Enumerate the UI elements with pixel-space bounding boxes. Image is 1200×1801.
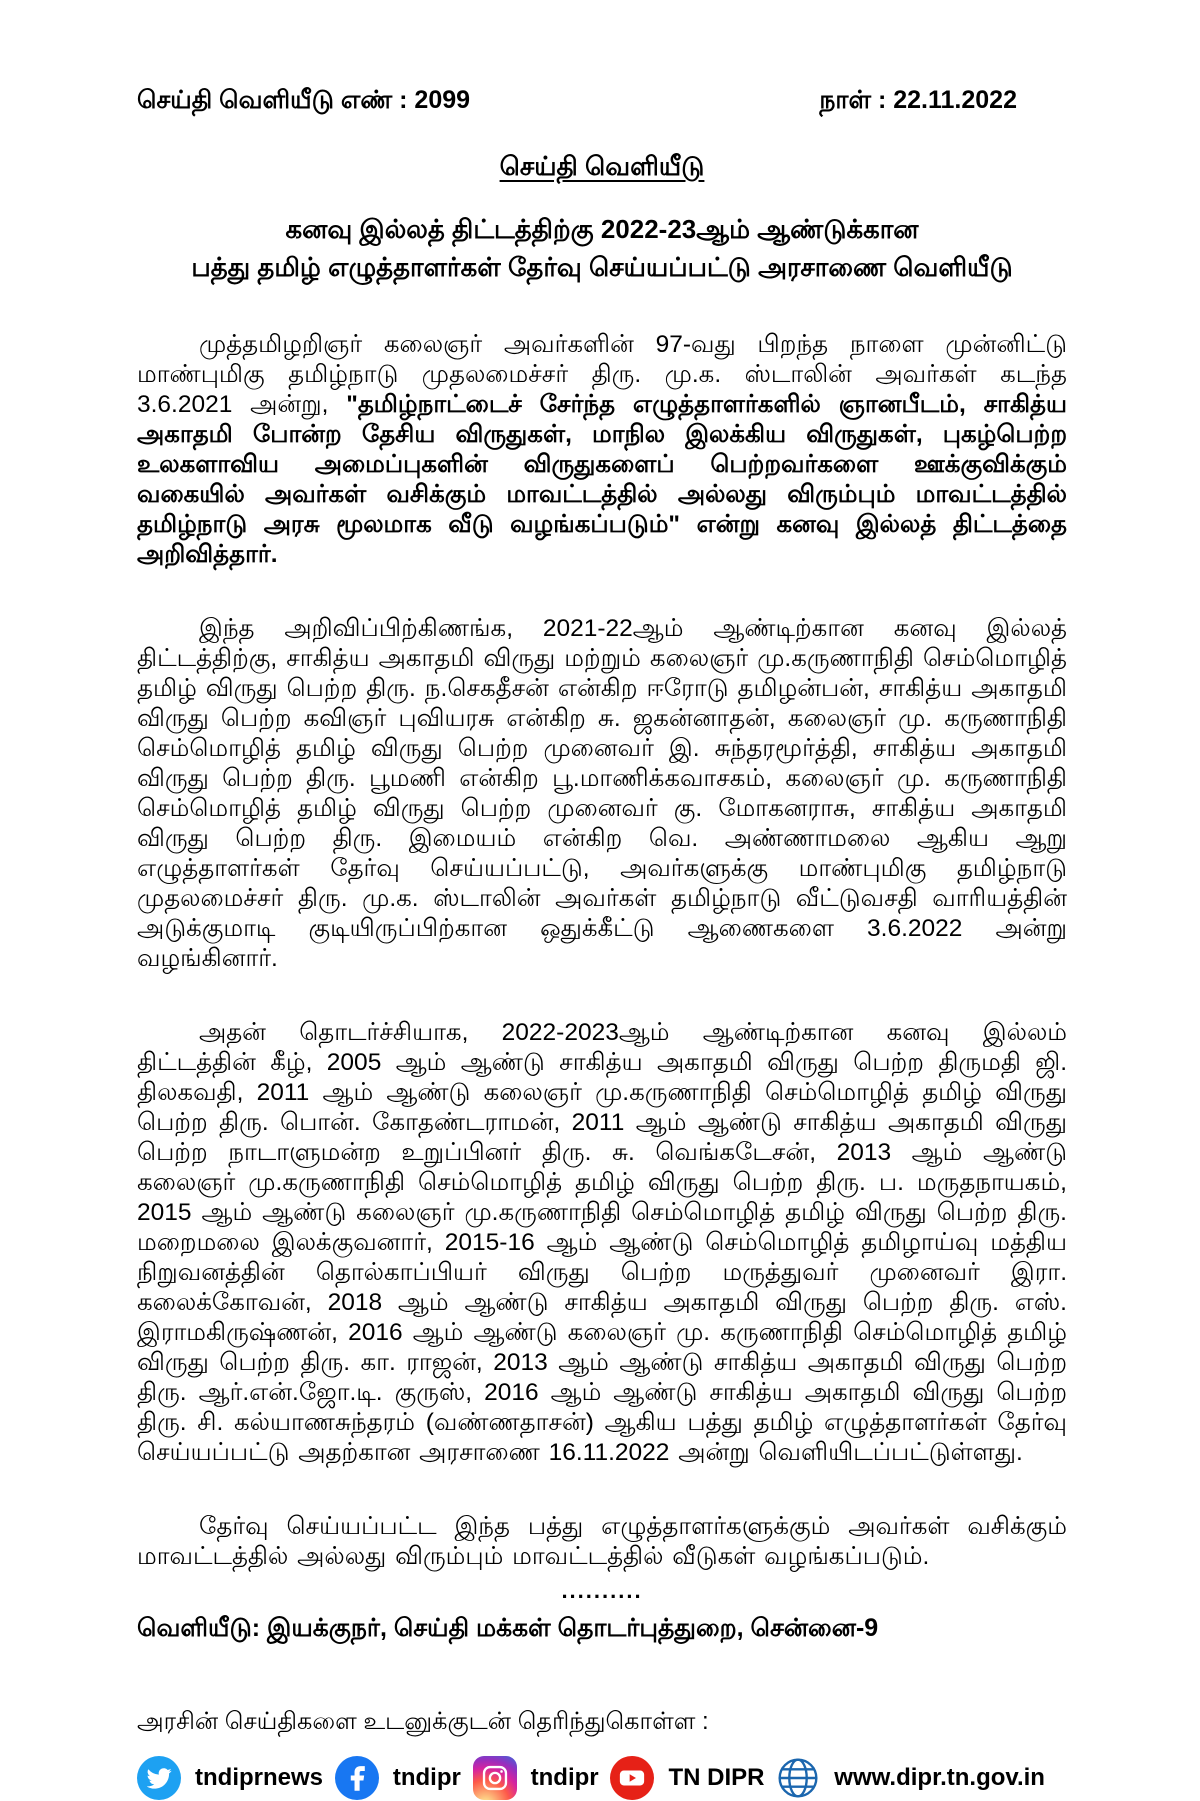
subtitle-line-2: பத்து தமிழ் எழுத்தாளர்கள் தேர்வு செய்யப்பட்டு அரசாணை வெளியீடு [191,252,1013,282]
subtitle-line-1: கனவு இல்லத் திட்டத்திற்கு 2022-23ஆம் ஆண்டுக்கான [285,214,919,244]
website-url: www.dipr.tn.gov.in [834,1764,1045,1791]
paragraph-1-bold-quote: "தமிழ்நாட்டைச் சேர்ந்த எழுத்தாளர்களில் ஞானபீடம், சாகித்ய அகாதமி போன்ற தேசிய விருதுகள், மாநில இலக்கிய விருதுகள், புகழ்பெற்ற உலகளாவிய அமைப்புகளின் விருதுகளைப் பெற்றவர்களை ஊக்குவிக்கும் வகையில் அவர்கள் வசிக்கும் மாவட்டத்தில் அல்லது விரும்பும் மாவட்டத்தில் தமிழ்நாடு அரசு மூலமாக வீடு வழங்கப்படும்" என்று கனவு இல்லத் திட்டத்தை அறிவித்தார். [137,391,1067,568]
paragraph-1-lead: முத்தமிழறிஞர் கலைஞர் அவர்களின் 97-வது பிறந்த நாளை முன்னிட்டு மாண்புமிகு தமிழ்நாடு முதலமைச்சர் திரு. மு.க. ஸ்டாலின் அவர்கள் கடந்த 3.6.2021 அன்று, [137,331,1067,418]
paragraph-4: தேர்வு செய்யப்பட்ட இந்த பத்து எழுத்தாளர்களுக்கும் அவர்கள் வசிக்கும் மாவட்டத்தில் அல்லது விரும்பும் மாவட்டத்தில் வீடுகள் வழங்கப்படும். [137,1513,1067,1570]
page-title: செய்தி வெளியீடு [499,151,705,181]
social-links-row [137,1756,1067,1800]
instagram-link[interactable] [473,1756,599,1800]
youtube-link[interactable] [610,1756,764,1800]
youtube-icon [610,1756,654,1800]
document-subtitle [137,210,1067,286]
release-date: நாள் : 22.11.2022 [819,86,1017,114]
facebook-icon [335,1756,379,1800]
instagram-icon [473,1756,517,1800]
publisher-line: வெளியீடு: இயக்குநர், செய்தி மக்கள் தொடர்புத்துறை, சென்னை-9 [137,1614,879,1642]
facebook-handle: tndipr [392,1764,461,1791]
twitter-handle: tndiprnews [195,1764,324,1791]
footer-follow-label: அரசின் செய்திகளை உடனுக்குடன் தெரிந்துகொள்ள : [137,1708,709,1735]
twitter-link[interactable] [137,1756,323,1800]
document-header [137,86,1067,118]
website-link[interactable] [776,1756,1045,1800]
globe-icon [776,1756,820,1800]
paragraph-2: இந்த அறிவிப்பிற்கிணங்க, 2021-22ஆம் ஆண்டிற்கான கனவு இல்லத் திட்டத்திற்கு, சாகித்ய அகாதமி விருது மற்றும் கலைஞர் மு.கருணாநிதி செம்மொழித் தமிழ் விருது பெற்ற திரு. ந.செகதீசன் என்கிற ஈரோடு தமிழன்பன், சாகித்ய அகாதமி விருது பெற்ற கவிஞர் புவியரசு என்கிற சு. ஜகன்னாதன், கலைஞர் மு. கருணாநிதி செம்மொழித் தமிழ் விருது பெற்ற முனைவர் இ. சுந்தரமூர்த்தி, சாகித்ய அகாதமி விருது பெற்ற திரு. பூமணி என்கிற பூ.மாணிக்கவாசகம், கலைஞர் மு. கருணாநிதி செம்மொழித் தமிழ் விருது பெற்ற முனைவர் கு. மோகனராசு, சாகித்ய அகாதமி விருது பெற்ற திரு. இமையம் என்கிற வெ. அண்ணாமலை ஆகிய ஆறு எழுத்தாளர்கள் தேர்வு செய்யப்பட்டு, அவர்களுக்கு மாண்புமிகு தமிழ்நாடு முதலமைச்சர் திரு. மு.க. ஸ்டாலின் அவர்கள் தமிழ்நாடு வீட்டுவசதி வாரியத்தின் அடுக்குமாடி குடியிருப்பிற்கான ஒதுக்கீட்டு ஆணைகளை 3.6.2022 அன்று வழங்கினார். [137,615,1067,972]
facebook-link[interactable] [335,1756,461,1800]
instagram-handle: tndipr [530,1764,599,1791]
release-number: செய்தி வெளியீடு எண் : 2099 [137,86,471,114]
paragraph-3: அதன் தொடர்ச்சியாக, 2022-2023ஆம் ஆண்டிற்கான கனவு இல்லம் திட்டத்தின் கீழ், 2005 ஆம் ஆண்டு சாகித்ய அகாதமி விருது பெற்ற திருமதி ஜி. திலகவதி, 2011 ஆம் ஆண்டு கலைஞர் மு.கருணாநிதி செம்மொழித் தமிழ் விருது பெற்ற திரு. பொன். கோதண்டராமன், 2011 ஆம் ஆண்டு சாகித்ய அகாதமி விருது பெற்ற நாடாளுமன்ற உறுப்பினர் திரு. சு. வெங்கடேசன், 2013 ஆம் ஆண்டு கலைஞர் மு.கருணாநிதி செம்மொழித் தமிழ் விருது பெற்ற திரு. ப. மருதநாயகம், 2015 ஆம் ஆண்டு கலைஞர் மு.கருணாநிதி செம்மொழித் தமிழ் விருது பெற்ற திரு. மறைமலை இலக்குவனார், 2015-16 ஆம் ஆண்டு செம்மொழித் தமிழாய்வு மத்திய நிறுவனத்தின் தொல்காப்பியர் விருது பெற்ற மருத்துவர் முனைவர் இரா. கலைக்கோவன், 2018 ஆம் ஆண்டு சாகித்ய அகாதமி விருது பெற்ற திரு. எஸ். இராமகிருஷ்ணன், 2016 ஆம் ஆண்டு கலைஞர் மு. கருணாநிதி செம்மொழித் தமிழ் விருது பெற்ற திரு. கா. ராஜன், 2013 ஆம் ஆண்டு சாகித்ய அகாதமி விருது பெற்ற திரு. ஆர்.என்.ஜோ.டி. குருஸ், 2016 ஆம் ஆண்டு சாகித்ய அகாதமி விருது பெற்ற திரு. சி. கல்யாணசுந்தரம் (வண்ணதாசன்) ஆகிய பத்து தமிழ் எழுத்தாளர்கள் தேர்வு செய்யப்பட்டு அதற்கான அரசாணை 16.11.2022 அன்று வெளியிடப்பட்டுள்ளது. [137,1019,1067,1466]
twitter-icon [137,1756,181,1800]
paragraph-1 [137,330,1067,570]
section-divider-dots: .......... [561,1578,643,1603]
youtube-handle: TN DIPR [668,1764,765,1791]
